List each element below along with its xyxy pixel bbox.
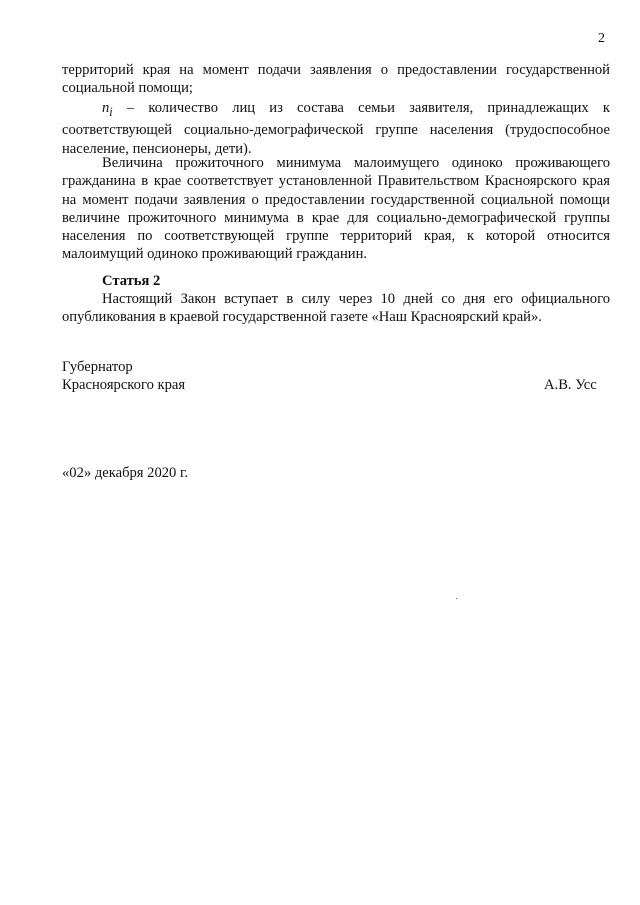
signature-position-line-2: Красноярского края [62,377,186,394]
document-date: «02» декабря 2020 г. [62,465,188,481]
ni-definition-text: – количество лиц из состава семьи заявителя, принадлежащих к соответствующей социально-демографической группе населения (трудоспособное население, пенсионеры, дети). [62,100,610,157]
article-title: Статья 2 [102,273,161,289]
variable-n: n [102,100,110,116]
paragraph-continuation: территорий края на момент подачи заявления о предоставлении государственной социальной помощи; [62,62,610,97]
page-number: 2 [598,31,605,46]
paragraph-subsistence-minimum: Величина прожиточного минимума малоимущего одиноко проживающего гражданина в крае соответствует установленной Правительством Красноярского края на момент подачи заявления о предоставлении государственной социальной помощи величине прожиточного минимума в крае для социально-демографической группы населения по соответствующей группе территорий края, к которой относится малоимущий одиноко проживающий гражданин. [62,155,610,263]
paragraph-entry-into-force: Настоящий Закон вступает в силу через 10 дней со дня его официального опубликования в краевой государственной газете «Наш Красноярский край». [62,291,610,326]
paragraph-ni-definition [62,99,610,158]
signature-position-line-1: Губернатор [62,359,133,375]
scan-dot-mark [456,598,457,599]
signature-name: А.В. Усс [544,377,597,393]
signature-position [62,358,185,395]
variable-subscript: i [109,104,113,119]
